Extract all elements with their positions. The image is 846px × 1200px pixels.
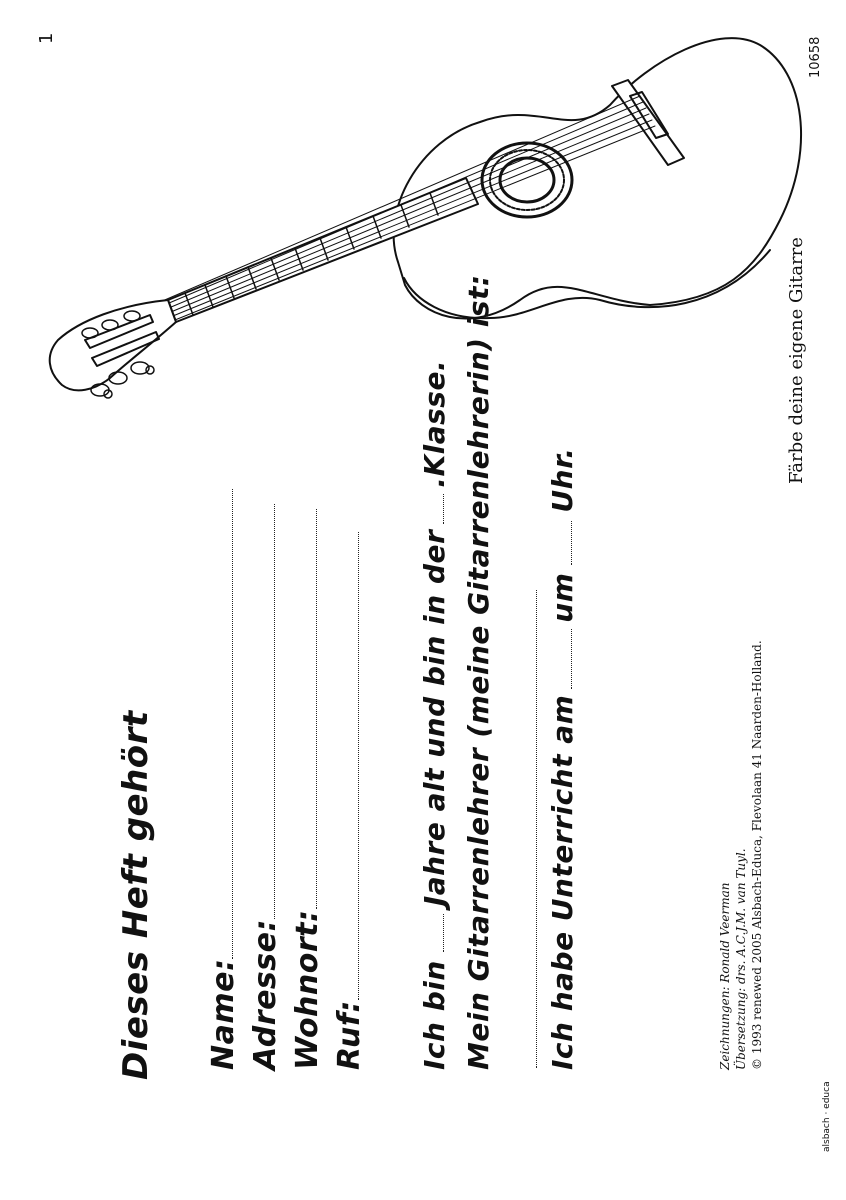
lesson-text-2: um (546, 572, 579, 623)
guitar-body (394, 38, 801, 318)
page-number: 1 (36, 32, 57, 44)
credit-drawings: Zeichnungen: Ronald Veerman (718, 882, 732, 1070)
age-text-3: .Klasse. (418, 359, 451, 488)
guitar-side (404, 250, 770, 318)
catalog-number: 10658 (808, 36, 823, 78)
phone-label: Ruf: (332, 1000, 367, 1070)
guitar-headstock (50, 300, 176, 390)
publisher-mark: alsbach · educa (822, 1081, 832, 1152)
guitar-bridge (612, 80, 684, 165)
guitar-neck (168, 178, 478, 322)
age-text-1: Ich bin (418, 960, 451, 1070)
sound-hole-outer (482, 143, 572, 217)
address-label: Adresse: (248, 919, 283, 1070)
guitar-caption: Färbe deine eigene Gitarre (786, 237, 807, 484)
credit-translation: Übersetzung: drs. A.C.J.M. van Tuyl. (734, 848, 748, 1070)
name-label: Name: (206, 958, 241, 1070)
credit-copyright: © 1993 renewed 2005 Alsbach-Educa, Flevolaan 41 Naarden-Holland. (750, 640, 764, 1070)
age-text-2: Jahre alt und bin in der (418, 529, 451, 907)
lesson-text-1: Ich habe Unterricht am (546, 694, 579, 1070)
page-title: Dieses Heft gehört (116, 710, 156, 1080)
teacher-sentence: Mein Gitarrenlehrer (meine Gitarrenlehrerin) ist: (462, 274, 495, 1070)
town-label: Wohnort: (290, 909, 325, 1070)
lesson-text-3: Uhr. (546, 447, 579, 513)
